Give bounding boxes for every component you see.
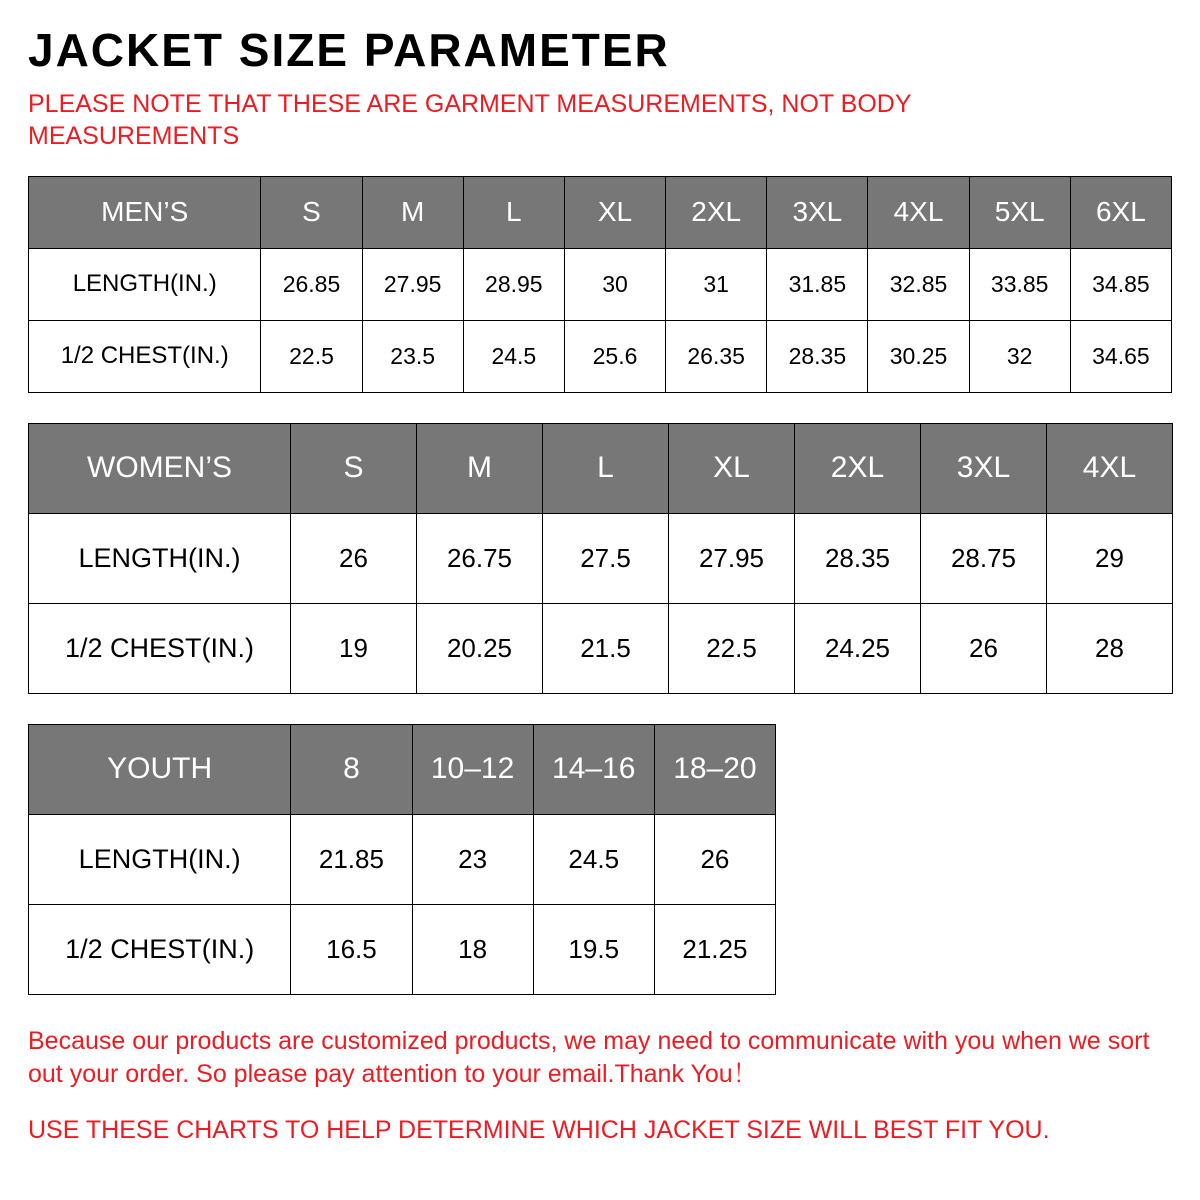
mens-cell: 26.85 [261, 248, 362, 320]
mens-cell: 25.6 [564, 320, 665, 392]
youth-cell: 26 [654, 814, 775, 904]
mens-size-header: XL [564, 176, 665, 248]
mens-size-header: 3XL [767, 176, 868, 248]
mens-cell: 32 [969, 320, 1070, 392]
youth-size-header: 14–16 [533, 724, 654, 814]
womens-cell: 22.5 [669, 603, 795, 693]
youth-row-label: 1/2 CHEST(IN.) [29, 904, 291, 994]
womens-size-table [28, 423, 1173, 694]
table-row [29, 320, 1172, 392]
measurement-note: PLEASE NOTE THAT THESE ARE GARMENT MEASUREMENTS, NOT BODY MEASUREMENTS [28, 89, 912, 150]
mens-size-header: L [463, 176, 564, 248]
mens-cell: 26.35 [666, 320, 767, 392]
youth-size-header: 8 [291, 724, 412, 814]
mens-cell: 28.95 [463, 248, 564, 320]
youth-cell: 18 [412, 904, 533, 994]
youth-cell: 21.25 [654, 904, 775, 994]
mens-cell: 31.85 [767, 248, 868, 320]
youth-cell: 24.5 [533, 814, 654, 904]
youth-cell: 21.85 [291, 814, 412, 904]
womens-row-label: 1/2 CHEST(IN.) [29, 603, 291, 693]
womens-cell: 27.5 [543, 513, 669, 603]
mens-row-label: LENGTH(IN.) [29, 248, 261, 320]
womens-size-header: M [417, 423, 543, 513]
mens-header-label: MEN’S [29, 176, 261, 248]
womens-row-label: LENGTH(IN.) [29, 513, 291, 603]
table-row [29, 904, 776, 994]
womens-header-label: WOMEN’S [29, 423, 291, 513]
mens-cell: 23.5 [362, 320, 463, 392]
youth-size-header: 18–20 [654, 724, 775, 814]
youth-row-label: LENGTH(IN.) [29, 814, 291, 904]
mens-size-header: S [261, 176, 362, 248]
womens-cell: 21.5 [543, 603, 669, 693]
mens-size-table [28, 176, 1172, 393]
page-title: JACKET SIZE PARAMETER [28, 24, 670, 76]
mens-row-label: 1/2 CHEST(IN.) [29, 320, 261, 392]
mens-cell: 24.5 [463, 320, 564, 392]
table-header-row [29, 724, 776, 814]
mens-cell: 32.85 [868, 248, 969, 320]
mens-size-header: 6XL [1070, 176, 1171, 248]
womens-size-header: 3XL [921, 423, 1047, 513]
youth-size-table [28, 724, 776, 995]
womens-cell: 28 [1047, 603, 1173, 693]
womens-cell: 28.35 [795, 513, 921, 603]
youth-cell: 19.5 [533, 904, 654, 994]
womens-cell: 26 [921, 603, 1047, 693]
table-row [29, 248, 1172, 320]
mens-cell: 28.35 [767, 320, 868, 392]
womens-cell: 29 [1047, 513, 1173, 603]
womens-size-header: L [543, 423, 669, 513]
mens-size-header: 4XL [868, 176, 969, 248]
footer-notes [28, 1025, 1172, 1148]
table-row [29, 814, 776, 904]
youth-cell: 16.5 [291, 904, 412, 994]
mens-cell: 33.85 [969, 248, 1070, 320]
chart-usage-note: USE THESE CHARTS TO HELP DETERMINE WHICH JACKET SIZE WILL BEST FIT YOU. [28, 1116, 1050, 1145]
mens-cell: 34.85 [1070, 248, 1171, 320]
womens-size-header: 2XL [795, 423, 921, 513]
womens-cell: 24.25 [795, 603, 921, 693]
mens-cell: 30 [564, 248, 665, 320]
mens-cell: 34.65 [1070, 320, 1171, 392]
womens-size-header: S [291, 423, 417, 513]
mens-cell: 22.5 [261, 320, 362, 392]
youth-size-header: 10–12 [412, 724, 533, 814]
womens-cell: 26 [291, 513, 417, 603]
womens-cell: 20.25 [417, 603, 543, 693]
customization-note: Because our products are customized products, we may need to communicate with you when we sort out your order. So please pay attention to your email.Thank You！ [28, 1026, 1150, 1089]
womens-cell: 26.75 [417, 513, 543, 603]
womens-cell: 28.75 [921, 513, 1047, 603]
womens-size-header: 4XL [1047, 423, 1173, 513]
mens-cell: 31 [666, 248, 767, 320]
womens-cell: 27.95 [669, 513, 795, 603]
mens-cell: 27.95 [362, 248, 463, 320]
womens-size-header: XL [669, 423, 795, 513]
mens-size-header: M [362, 176, 463, 248]
table-header-row [29, 423, 1173, 513]
youth-cell: 23 [412, 814, 533, 904]
table-row [29, 603, 1173, 693]
womens-cell: 19 [291, 603, 417, 693]
table-header-row [29, 176, 1172, 248]
mens-size-header: 2XL [666, 176, 767, 248]
mens-cell: 30.25 [868, 320, 969, 392]
mens-size-header: 5XL [969, 176, 1070, 248]
youth-header-label: YOUTH [29, 724, 291, 814]
table-row [29, 513, 1173, 603]
